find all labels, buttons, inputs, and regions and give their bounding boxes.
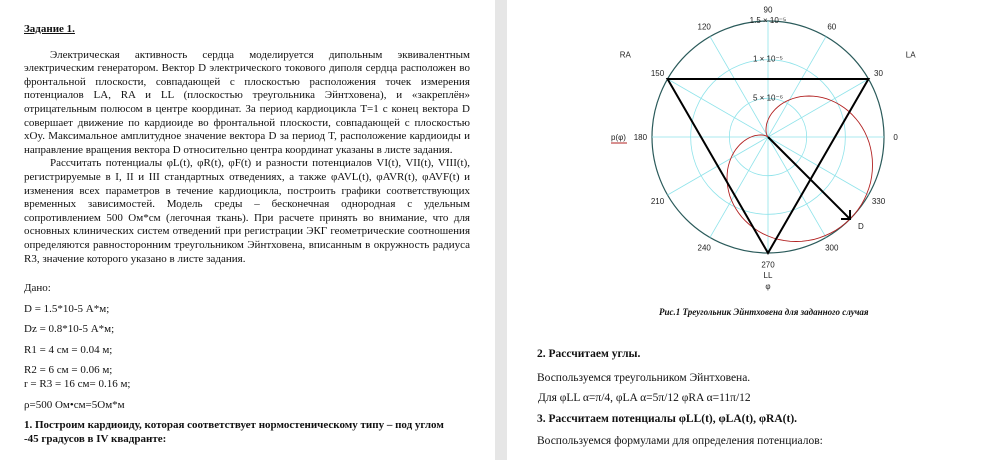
left-page-body bbox=[24, 23, 470, 446]
lead-label-ll: LL bbox=[763, 271, 773, 280]
angle-tick-label: 330 bbox=[871, 196, 886, 206]
step2-heading: 2. Рассчитаем углы. bbox=[537, 348, 641, 360]
step1-heading: 1. Построим кардиоиду, которая соответствует нормостеническому типу – под углом -45 градусов в IV квадранте: bbox=[24, 419, 444, 445]
angle-tick-label: 240 bbox=[697, 243, 711, 253]
vector-label: D bbox=[858, 222, 864, 232]
grid-spoke bbox=[710, 37, 768, 137]
angle-tick-label: 180 bbox=[633, 133, 648, 142]
radial-tick-label: 1 × 10⁻⁵ bbox=[752, 54, 784, 64]
series-legend: p(φ) bbox=[611, 133, 626, 142]
angle-tick-label: 0 bbox=[893, 133, 898, 142]
lead-label-la: LA bbox=[905, 50, 916, 60]
given-r2: R2 = 6 см = 0.06 м; bbox=[24, 364, 113, 377]
angles-text: Для φLL α=π/4, φLA α=5π/12 φRA α=11π/12 bbox=[538, 392, 751, 404]
polar-chart bbox=[507, 0, 1000, 300]
document-page-right bbox=[507, 0, 1000, 460]
task-paragraph-1: Электрическая активность сердца моделируется дипольным эквивалентным электрическим генератором. Вектор D электрического токового диполя сердца расположен во фронтальной плоскости, совпадающей с плоскостью расположения точек измерения потенциалов LA, RA и LL (плоскостью треугольника Эйнтховена), и «закреплён» отрицательным полюсом в центре координат. За период кардиоцикла T=1 с конец вектора D совершает движение по кардиоиде во фронтальной плоскости, совпадающей с плоскостью xOy. Максимальное амплитудное значение вектора D за период T, расположение кардиоиды и направление вращения вектора D относительно центра координат указаны в листе задания. bbox=[24, 48, 470, 156]
figure-caption: Рис.1 Треугольник Эйнтховена для заданного случая bbox=[659, 307, 869, 317]
grid-spoke bbox=[768, 79, 868, 137]
angle-tick-label: 150 bbox=[650, 69, 665, 79]
step2-text: Воспользуемся треугольником Эйнтховена. bbox=[537, 372, 751, 384]
radial-tick-label: 1.5 × 10⁻⁵ bbox=[749, 16, 787, 25]
lead-label-ra: RA bbox=[619, 50, 631, 60]
given-label: Дано: bbox=[24, 282, 51, 295]
angle-tick-label: 90 bbox=[763, 5, 773, 15]
step3-text: Воспользуемся формулами для определения потенциалов: bbox=[537, 435, 823, 447]
angle-tick-label: 300 bbox=[825, 243, 839, 253]
angle-tick-label: 60 bbox=[827, 22, 837, 32]
grid-spoke bbox=[768, 37, 826, 137]
given-rho: ρ=500 Ом•см=5Ом*м bbox=[24, 398, 125, 411]
angle-axis-label: φ bbox=[765, 282, 771, 291]
step3-heading: 3. Рассчитаем потенциалы φLL(t), φLA(t), φRA(t). bbox=[537, 413, 798, 425]
given-r1: R1 = 4 см = 0.04 м; bbox=[24, 343, 113, 356]
given-d: D = 1.5*10-5 А*м; bbox=[24, 302, 110, 315]
given-dz: Dz = 0.8*10-5 А*м; bbox=[24, 323, 115, 336]
angle-tick-label: 30 bbox=[874, 69, 883, 79]
grid-spoke bbox=[710, 137, 768, 237]
given-r3: r = R3 = 16 см= 0.16 м; bbox=[24, 378, 131, 391]
task-title: Задание 1. bbox=[24, 23, 75, 35]
radial-tick-label: 5 × 10⁻⁶ bbox=[753, 93, 783, 103]
vector-d bbox=[768, 137, 850, 219]
document-page-left bbox=[0, 0, 495, 460]
task-paragraph-2: Рассчитать потенциалы φL(t), φR(t), φF(t) и разности потенциалов VI(t), VII(t), VIII(t), регистрируемые в I, II и III стандартных отведениях, а также φAVL(t), φAVR(t), φAVF(t) и изменения всех параметров в течение кардиоцикла, построить графики соответствующих временных зависимостей. Модель среды – бесконечная однородная с удельным сопротивлением 500 Ом*см (легочная ткань). При расчете принять во внимание, что для основных клинических систем отведений при регистрации ЭКГ геометрические соотношения определяются равносторонним треугольником Эйнтховена, вписанным в окружность радиуса R3, значение которого указано в листе задания. bbox=[24, 157, 470, 265]
grid-spoke bbox=[668, 79, 768, 137]
angle-tick-label: 120 bbox=[697, 22, 711, 32]
angle-tick-label: 210 bbox=[650, 196, 665, 206]
angle-tick-label: 270 bbox=[761, 260, 775, 270]
